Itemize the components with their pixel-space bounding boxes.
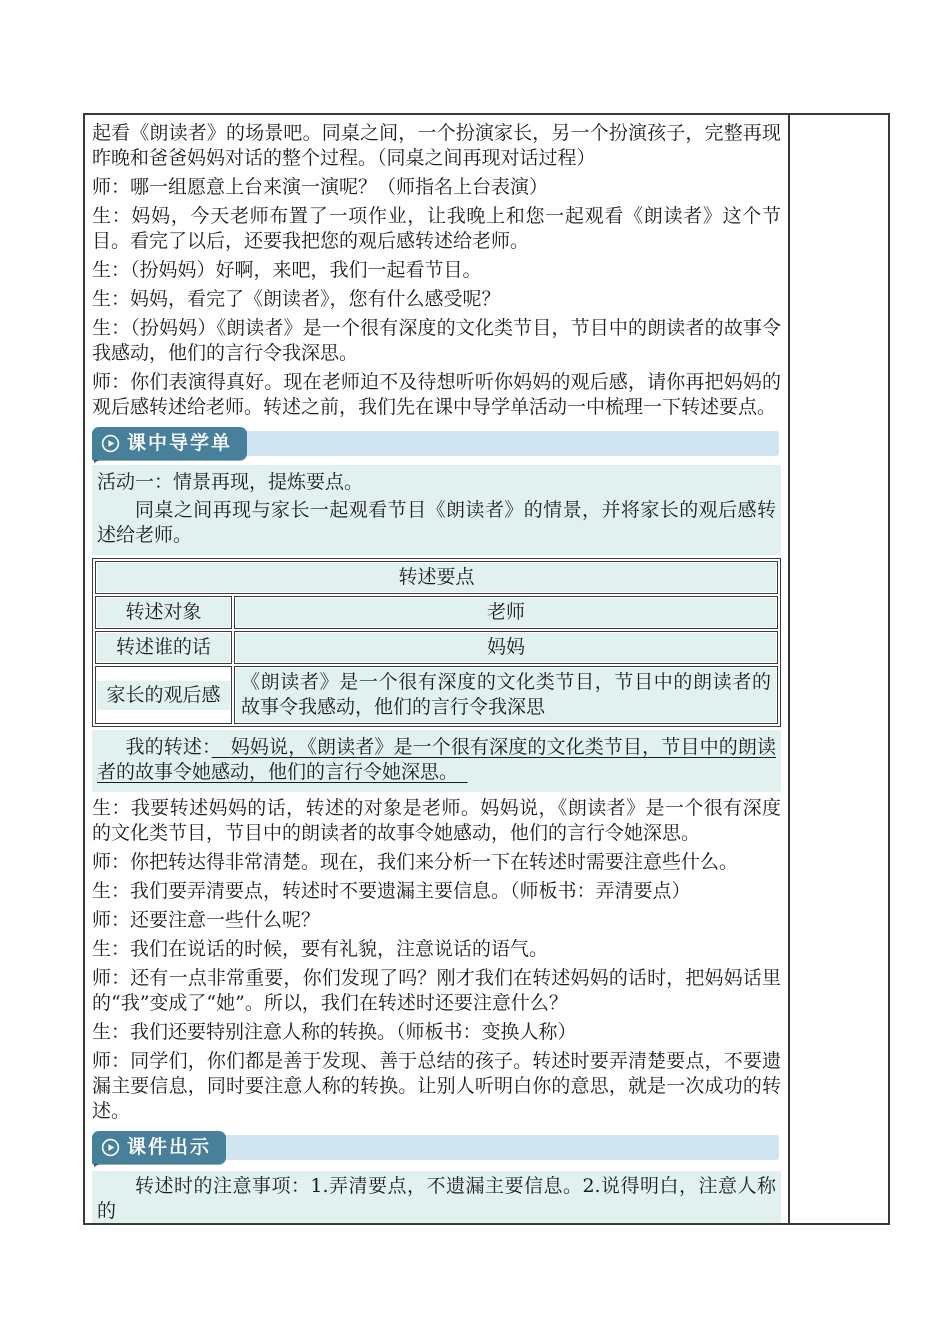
table-header: 转述要点	[97, 563, 776, 592]
dialogue-paragraph: 生：（扮妈妈）好啊，来吧，我们一起看节目。	[92, 259, 482, 281]
dialogue-paragraph: 生：我们还要特别注意人称的转换。（师板书：变换人称）	[92, 1021, 577, 1043]
my-retell-answer: 妈妈说，《朗读者》是一个很有深度的文化类节目，节目中的朗读者的故事令她感动，他们的言行令她深思。	[97, 736, 776, 783]
courseware-note: 转述时的注意事项：1.弄清要点，不遗漏主要信息。2.说得明白，注意人称的	[92, 1171, 781, 1223]
section-banner-courseware	[92, 1131, 781, 1164]
dialogue-paragraph: 师：你把转达得非常清楚。现在，我们来分析一下在转述时需要注意些什么。	[92, 851, 739, 873]
lesson-content-column	[85, 115, 790, 1223]
row-value: 《朗读者》是一个很有深度的文化类节目，节目中的朗读者的故事令我感动，他们的言行令我深思	[236, 668, 776, 722]
row-value: 老师	[236, 598, 776, 627]
banner-label	[92, 1131, 226, 1164]
banner-fold	[94, 1164, 99, 1167]
dialogue-paragraph: 生：（扮妈妈）《朗读者》是一个很有深度的文化类节目，节目中的朗读者的故事令我感动，他们的言行令我深思。	[92, 317, 781, 364]
banner-label	[92, 427, 247, 460]
dialogue-paragraph: 起看《朗读者》的场景吧。同桌之间，一个扮演家长，另一个扮演孩子，完整再现昨晚和爸爸妈妈对话的整个过程。（同桌之间再现对话过程）	[92, 122, 781, 169]
lesson-plan-table	[83, 113, 890, 1225]
dialogue-paragraph: 生：我要转述妈妈的话，转述的对象是老师。妈妈说，《朗读者》是一个很有深度的文化类节目，节目中的朗读者的故事令她感动，他们的言行令她深思。	[92, 797, 781, 844]
retell-points-table	[92, 558, 781, 727]
dialogue-paragraph: 师：还要注意一些什么呢？	[92, 909, 321, 931]
section-banner-class-guide	[92, 427, 781, 460]
banner-fold	[94, 460, 99, 463]
dialogue-paragraph: 师：你们表演得真好。现在老师迫不及待想听听你妈妈的观后感，请你再把妈妈的观后感转述给老师。转述之前，我们先在课中导学单活动一中梳理一下转述要点。	[92, 371, 781, 418]
dialogue-paragraph: 生：妈妈，今天老师布置了一项作业，让我晚上和您一起观看《朗读者》这个节目。看完了以后，还要我把您的观后感转述给老师。	[92, 205, 781, 252]
table-row	[95, 631, 778, 664]
banner-title: 课件出示	[127, 1136, 212, 1158]
row-value: 妈妈	[236, 633, 776, 662]
banner-title: 课中导学单	[127, 432, 233, 454]
my-retell-block	[92, 730, 781, 792]
dialogue-paragraph: 师：哪一组愿意上台来演一演呢？（师指名上台表演）	[92, 176, 549, 198]
activity-description: 同桌之间再现与家长一起观看节目《朗读者》的情景，并将家长的观后感转述给老师。	[97, 499, 776, 546]
dialogue-paragraph: 师：同学们，你们都是善于发现、善于总结的孩子。转述时要弄清楚要点，不要遗漏主要信息，同时要注意人称的转换。让别人听明白你的意思，就是一次成功的转述。	[92, 1050, 781, 1122]
play-icon	[101, 434, 120, 453]
table-row	[95, 666, 778, 724]
dialogue-paragraph: 生：我们在说话的时候，要有礼貌，注意说话的语气。	[92, 938, 549, 960]
row-label: 转述谁的话	[97, 633, 230, 662]
dialogue-paragraph: 生：妈妈，看完了《朗读者》，您有什么感受呢？	[92, 288, 501, 310]
row-label: 家长的观后感	[97, 681, 230, 710]
dialogue-paragraph: 师：还有一点非常重要，你们发现了吗？刚才我们在转述妈妈的话时，把妈妈话里的“我”变成了“她”。所以，我们在转述时还要注意什么？	[92, 967, 781, 1014]
activity-title: 活动一：情景再现，提炼要点。	[97, 471, 364, 493]
my-retell-label: 我的转述：	[125, 736, 212, 758]
secondary-notes-column	[790, 115, 888, 1223]
row-label: 转述对象	[97, 598, 230, 627]
table-header-row	[95, 561, 778, 594]
table-row	[95, 596, 778, 629]
play-icon	[101, 1138, 120, 1157]
activity-block	[92, 465, 781, 555]
dialogue-paragraph: 生：我们要弄清要点，转述时不要遗漏主要信息。（师板书：弄清要点）	[92, 880, 691, 902]
